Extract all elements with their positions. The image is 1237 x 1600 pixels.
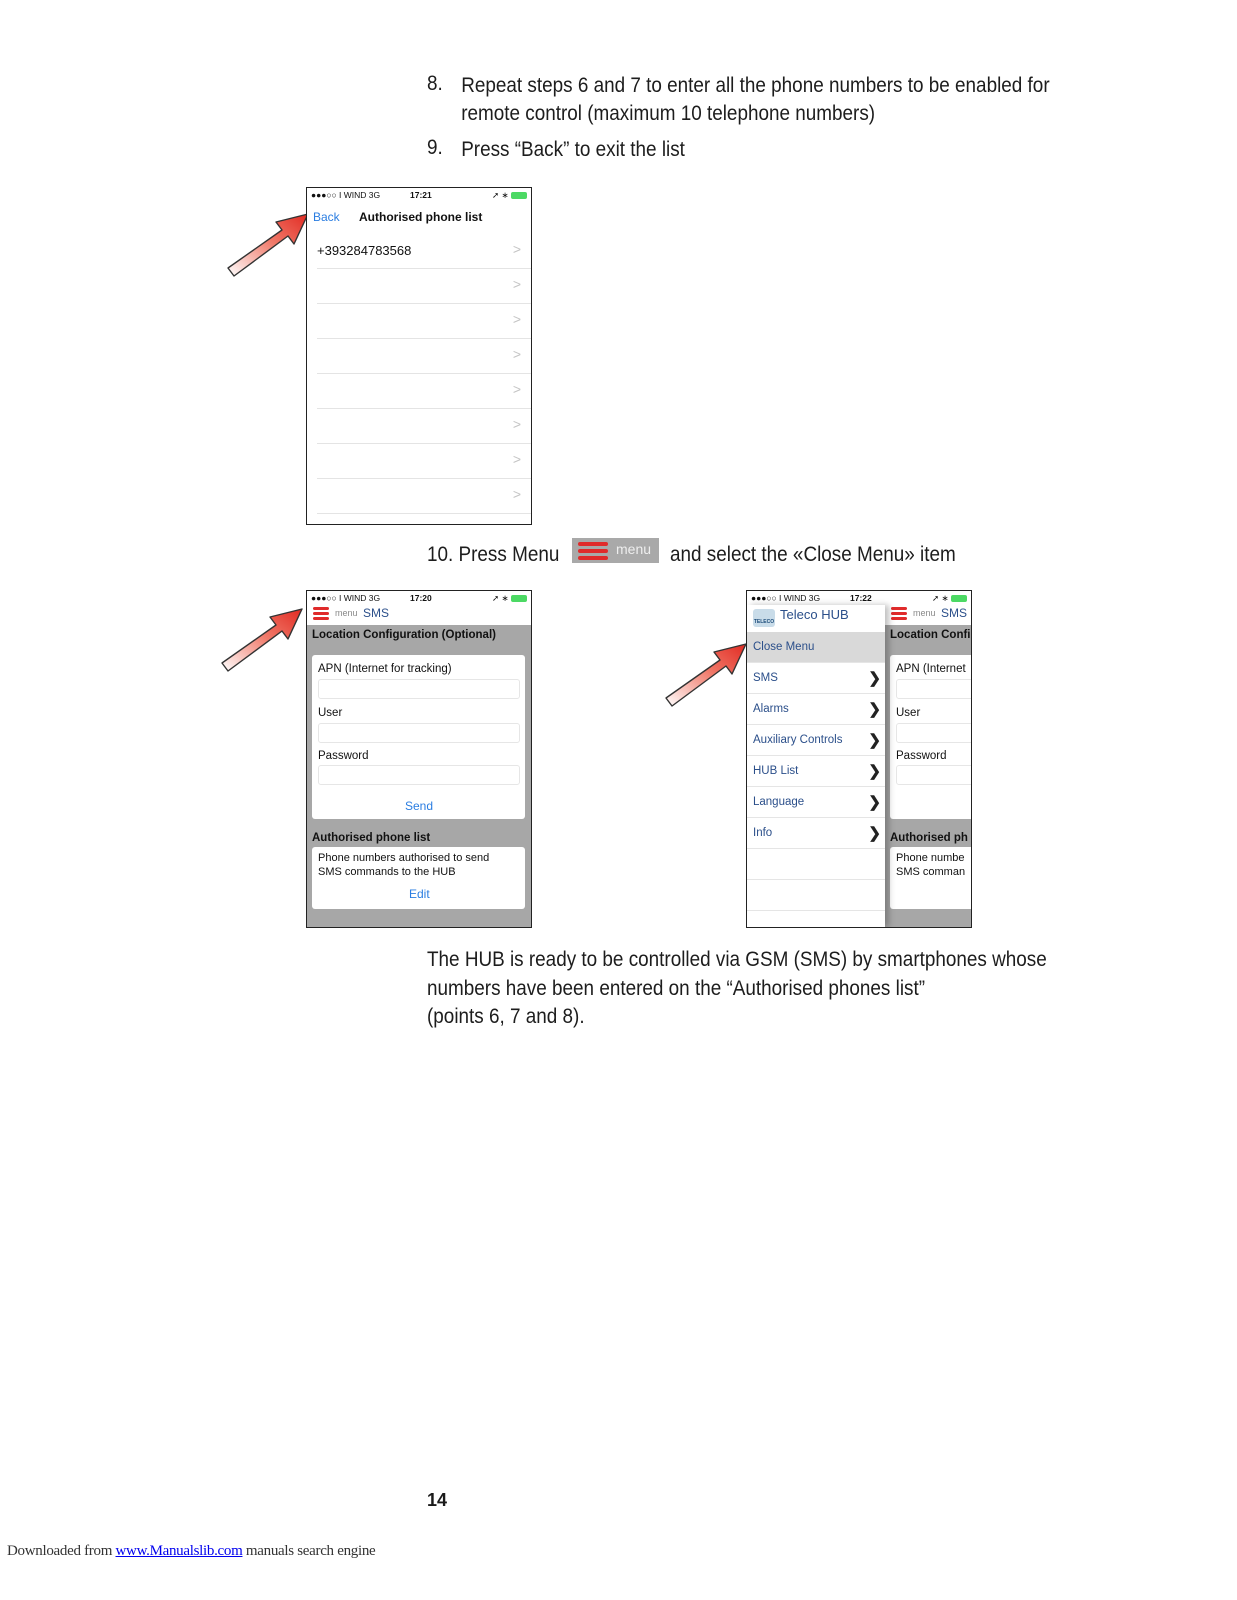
chevron-right-icon: ❯ — [868, 670, 881, 687]
list-item[interactable] — [317, 443, 531, 479]
note-line: Phone numbe — [896, 852, 965, 864]
authorised-list-card — [890, 847, 972, 909]
chevron-right-icon: ❯ — [868, 825, 881, 842]
clock-label: 17:20 — [410, 593, 432, 603]
battery-icon — [511, 192, 527, 199]
status-symbols: ➚ ∗ — [492, 190, 509, 200]
menu-label: menu — [913, 608, 936, 618]
list-item[interactable] — [317, 373, 531, 409]
section-title: Location Confi — [890, 629, 971, 641]
paragraph-line: (points 6, 7 and 8). — [427, 1005, 585, 1028]
footer — [7, 1543, 375, 1560]
send-button[interactable]: Send — [405, 799, 434, 813]
app-title: Teleco HUB — [780, 607, 849, 622]
status-symbols: ➚ ∗ — [492, 593, 509, 603]
phone-screenshot-sms — [306, 590, 532, 928]
nav-title: SMS — [363, 606, 390, 620]
list-item[interactable] — [317, 408, 531, 444]
paragraph-line: numbers have been entered on the “Authorised phones list” — [427, 976, 926, 1000]
footer-suffix: manuals search engine — [242, 1543, 376, 1559]
list-item[interactable] — [317, 478, 531, 514]
phone-number: +393284783568 — [317, 243, 412, 258]
hamburger-menu-button[interactable] — [313, 607, 329, 621]
step-number: 9. — [427, 136, 443, 159]
side-menu — [747, 605, 885, 927]
menu-item-sms[interactable] — [747, 663, 885, 694]
user-label: User — [318, 707, 343, 719]
location-config-card — [312, 655, 525, 819]
menu-empty-row — [747, 849, 885, 880]
chevron-right-icon: > — [512, 451, 521, 467]
carrier-label: ●●●○○ I WIND 3G — [311, 593, 381, 603]
password-label: Password — [318, 750, 369, 762]
hamburger-icon — [891, 607, 907, 621]
menu-item-auxiliary-controls[interactable] — [747, 725, 885, 756]
app-logo-icon — [753, 609, 775, 627]
paragraph-line: The HUB is ready to be controlled via GSM (SMS) by smartphones whose — [427, 948, 1047, 971]
back-button[interactable]: Back — [313, 210, 340, 224]
authorised-list-card — [312, 847, 525, 909]
clock-label: 17:21 — [410, 190, 432, 200]
chevron-right-icon: ❯ — [868, 701, 881, 718]
chevron-right-icon: > — [512, 416, 521, 432]
step-10-suffix: and select the «Close Menu» item — [670, 543, 956, 566]
menu-item-alarms[interactable] — [747, 694, 885, 725]
status-bar — [307, 188, 531, 202]
apn-label: APN (Internet for tracking) — [318, 663, 452, 675]
list-item[interactable] — [317, 338, 531, 374]
chevron-right-icon: ❯ — [868, 794, 881, 811]
nav-title: SMS — [941, 606, 968, 620]
list-item[interactable] — [317, 303, 531, 339]
status-icons — [492, 593, 527, 604]
menu-item-label: Alarms — [753, 703, 789, 715]
menu-item-close-menu[interactable] — [747, 632, 885, 663]
menu-item-hub-list[interactable] — [747, 756, 885, 787]
step-text — [461, 136, 685, 164]
menu-word: menu — [616, 541, 652, 557]
battery-icon — [511, 595, 527, 602]
footer-prefix: Downloaded from — [7, 1543, 116, 1559]
step-line: remote control (maximum 10 telephone numbers) — [461, 102, 876, 125]
carrier-label: ●●●○○ I WIND 3G — [311, 190, 381, 200]
menu-item-label: Language — [753, 796, 805, 808]
note-line: Phone numbers authorised to send — [318, 852, 490, 864]
menu-label: menu — [335, 608, 358, 618]
menu-item-label: SMS — [753, 672, 778, 684]
menu-item-info[interactable] — [747, 818, 885, 849]
list-item[interactable] — [317, 233, 531, 269]
step-line: Press “Back” to exit the list — [461, 138, 685, 161]
note-line: SMS comman — [896, 866, 966, 878]
chevron-right-icon: > — [512, 381, 521, 397]
menu-item-language[interactable] — [747, 787, 885, 818]
password-input — [896, 765, 972, 785]
apn-input — [896, 679, 972, 699]
status-symbols: ➚ ∗ — [932, 593, 949, 603]
background-sms-screen — [885, 591, 971, 927]
menu-item-label: Auxiliary Controls — [753, 734, 843, 746]
menu-button-illustration — [572, 538, 659, 563]
section-title: Location Configuration (Optional) — [312, 629, 496, 641]
user-input[interactable] — [318, 723, 520, 743]
chevron-right-icon: > — [512, 276, 521, 292]
status-icons — [492, 190, 527, 201]
step-line: Repeat steps 6 and 7 to enter all the phone numbers to be enabled for — [461, 74, 1050, 97]
carrier-label: ●●●○○ I WIND 3G — [751, 593, 821, 603]
pointer-arrow-icon — [660, 636, 760, 716]
step-10-prefix: 10. Press Menu — [427, 543, 560, 566]
user-label: User — [896, 707, 921, 719]
location-config-card — [890, 655, 972, 819]
hamburger-icon — [578, 542, 608, 562]
section-title: Authorised ph — [890, 832, 968, 844]
apn-label: APN (Internet — [896, 663, 966, 675]
chevron-right-icon: > — [512, 346, 521, 362]
menu-empty-row — [747, 880, 885, 911]
list-item[interactable] — [317, 268, 531, 304]
nav-title: Authorised phone list — [359, 210, 483, 224]
clock-label: 17:22 — [850, 593, 872, 603]
step-number: 8. — [427, 72, 443, 95]
chevron-right-icon: > — [512, 311, 521, 327]
apn-input[interactable] — [318, 679, 520, 699]
logo-text: TELECO — [753, 619, 775, 625]
manualslib-link[interactable]: www.Manualslib.com — [115, 1543, 243, 1559]
pointer-arrow-icon — [216, 601, 316, 681]
chevron-right-icon: > — [512, 241, 521, 257]
phone-screenshot-authorised-list — [306, 187, 532, 525]
password-label: Password — [896, 750, 947, 762]
step-text — [461, 72, 1049, 128]
chevron-right-icon: ❯ — [868, 732, 881, 749]
note-line: SMS commands to the HUB — [318, 866, 456, 878]
section-title: Authorised phone list — [312, 832, 431, 844]
chevron-right-icon: ❯ — [868, 763, 881, 780]
menu-item-label: Info — [753, 827, 773, 839]
phone-screenshot-side-menu — [746, 590, 972, 928]
status-bar — [307, 591, 531, 605]
page-number: 14 — [427, 1490, 448, 1510]
menu-item-label: Close Menu — [753, 641, 815, 653]
edit-button[interactable]: Edit — [409, 887, 430, 901]
conclusion-paragraph — [427, 946, 1047, 1032]
menu-item-label: HUB List — [753, 765, 799, 777]
chevron-right-icon: > — [512, 486, 521, 502]
password-input[interactable] — [318, 765, 520, 785]
user-input — [896, 723, 972, 743]
